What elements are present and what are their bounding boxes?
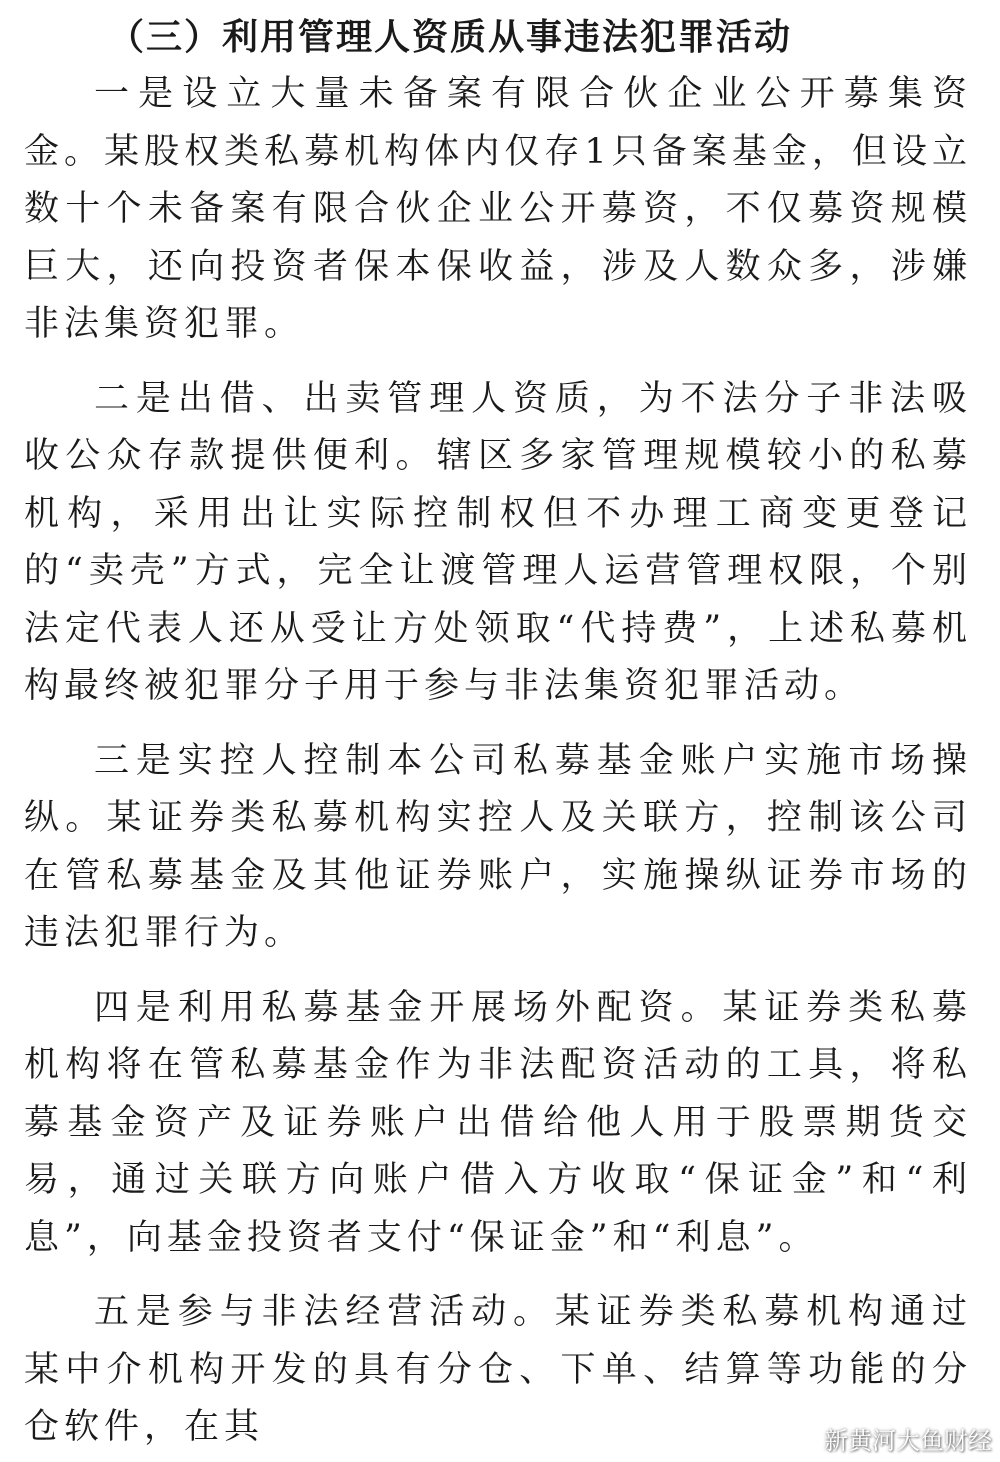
watermark-text: 新黄河大鱼财经 [824,1427,992,1455]
watermark [788,1421,992,1456]
paragraph-4-body: 某证券类私募机构将在管私募基金作为非法配资活动的工具，将私募基金资产及证券账户出借给他人用于股票期货交易，通过关联方向账户借入方收取“保证金”和“利息”，向基金投资者支付“保证金”和“利息”。 [24,987,972,1258]
paragraph-4-lead: 四是利用私募基金开展场外配资。 [94,987,723,1028]
paragraph-3-lead: 三是实控人控制本公司私募基金账户实施市场操纵。 [24,740,972,838]
paragraph-1 [24,66,972,354]
paragraph-2-body: 辖区多家管理规模较小的私募机构，采用出让实际控制权但不办理工商变更登记的“卖壳”方式，完全让渡管理人运营管理权限，个别法定代表人还从受让方处领取“代持费”，上述私募机构最终被犯罪分子用于参与非法集资犯罪活动。 [24,436,972,706]
paragraph-3 [24,733,972,963]
paragraph-2 [24,371,972,716]
paragraph-2-lead: 二是出借、出卖管理人资质，为不法分子非法吸收公众存款提供便利。 [24,378,972,476]
paragraph-5-lead: 五是参与非法经营活动。 [94,1292,555,1332]
paragraph-3-body: 某证券类私募机构实控人及关联方，控制该公司在管私募基金及其他证券账户，实施操纵证券市场的违法犯罪行为。 [24,798,972,953]
paragraph-4 [24,980,972,1268]
paragraph-1-lead: 一是设立大量未备案有限合伙企业公开募集资金。 [24,74,972,172]
paragraph-5-body: 某证券类私募机构通过某中介机构开发的具有分仓、下单、结算等功能的分仓软件，在其 [24,1292,972,1447]
paragraph-1-body: 某股权类私募机构体内仅存1只备案基金，但设立数十个未备案有限合伙企业公开募资，不仅募资规模巨大，还向投资者保本保收益，涉及人数众多，涉嫌非法集资犯罪。 [24,131,972,344]
weibo-icon [788,1426,818,1452]
section-heading: （三）利用管理人资质从事违法犯罪活动 [108,16,793,58]
